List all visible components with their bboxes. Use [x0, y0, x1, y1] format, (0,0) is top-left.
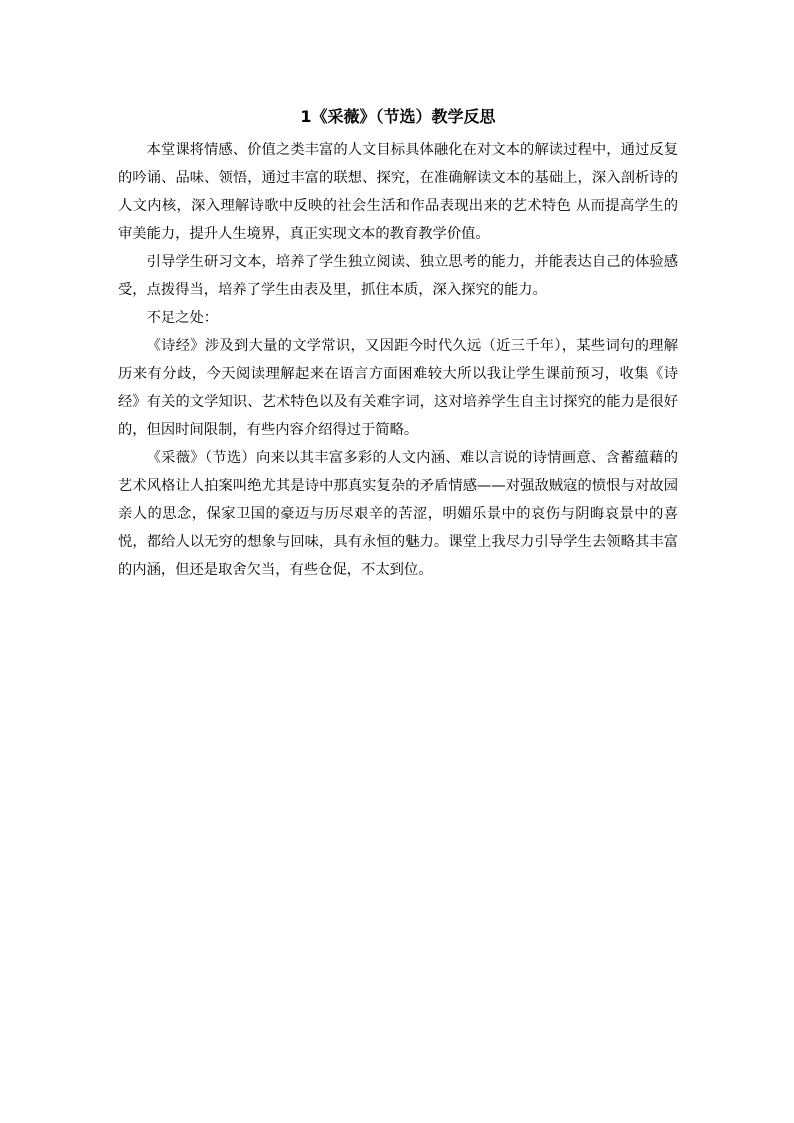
paragraph-shortcomings-heading: 不足之处：	[146, 310, 219, 326]
paragraph-shijing-difficulty: 《诗经》涉及到大量的文学常识，又因距今时代久远（近三千年），某些词句的理解历来有分歧，今天阅读理解起来在语言方面困难较大所以我让学生课前预习，收集《诗经》有关的文学知识、艺术特色以及有关难字词，这对培养学生自主讨探究的能力是很好的，但因时间限制，有些内容介绍得过于简略。	[118, 338, 678, 438]
document-body	[118, 102, 678, 584]
paragraph-student-guidance: 引导学生研习文本，培养了学生独立阅读、独立思考的能力，并能表达自己的体验感受，点拨得当，培养了学生由表及里，抓住本质，深入探究的能力。	[118, 254, 678, 298]
paragraph-lesson-summary: 本堂课将情感、价值之类丰富的人文目标具体融化在对文本的解读过程中，通过反复的吟诵、品味、领悟，通过丰富的联想、探究，在准确解读文本的基础上，深入剖析诗的人文内核，深入理解诗歌中反映的社会生活和作品表现出来的艺术特色 从而提高学生的审美能力，提升人生境界，真正实现文本的教育教学价值。	[118, 142, 678, 242]
document-title: 1《采薇》（节选）教学反思	[300, 107, 496, 126]
paragraph-caiwei-reflection: 《采薇》（节选）向来以其丰富多彩的人文内涵、难以言说的诗情画意、含蓄蕴藉的艺术风格让人拍案叫绝尤其是诗中那真实复杂的矛盾情感——对强敌贼寇的愤恨与对故园亲人的思念，保家卫国的豪迈与历尽艰辛的苦涩，明媚乐景中的哀伤与阴晦哀景中的喜悦，都给人以无穷的想象与回味，具有永恒的魅力。课堂上我尽力引导学生去领略其丰富的内涵，但还是取舍欠当，有些仓促，不太到位。	[118, 450, 678, 578]
